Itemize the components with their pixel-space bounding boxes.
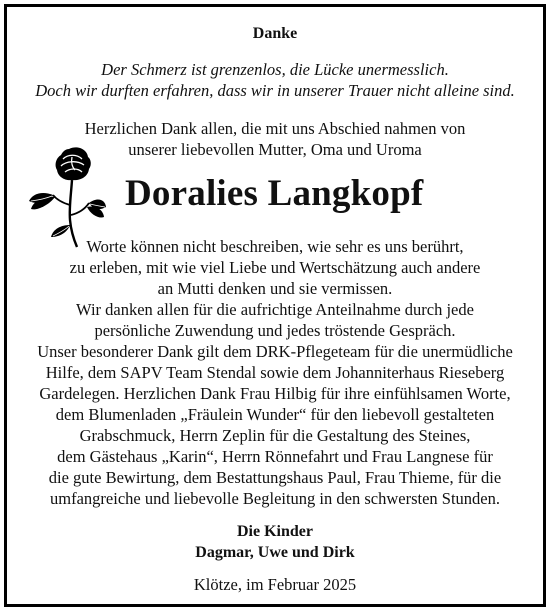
quote-line: Doch wir durften erfahren, dass wir in unserer Trauer nicht alleine sind. (35, 81, 515, 100)
body-line: dem Blumenladen „Fräulein Wunder“ für den liebevoll gestalteten (55, 405, 495, 424)
signature-block (7, 521, 543, 563)
intro-line: Herzlichen Dank allen, die mit uns Abschied nahmen von (84, 119, 466, 138)
signature-line: Dagmar, Uwe und Dirk (195, 544, 355, 561)
body-line: Gardelegen. Herzlichen Dank Frau Hilbig für ihre einfühlsamen Worte, (39, 384, 511, 403)
body-line: die gute Bewirtung, dem Bestattungshaus Paul, Frau Thieme, für die (48, 468, 502, 487)
quote-line: Der Schmerz ist grenzenlos, die Lücke unermesslich. (101, 60, 449, 79)
body-line: Grabschmuck, Herrn Zeplin für die Gestaltung des Steines, (79, 426, 471, 445)
deceased-name: Doralies Langkopf (125, 173, 424, 214)
body-line: persönliche Zuwendung und jedes tröstende Gespräch. (94, 321, 456, 340)
intro-line: unserer liebevollen Mutter, Oma und Uroma (128, 140, 422, 159)
body-line: zu erleben, mit wie viel Liebe und Wertschätzung auch andere (69, 258, 481, 277)
rose-icon (25, 145, 107, 249)
quote-block (7, 59, 543, 101)
body-line: dem Gästehaus „Karin“, Herrn Rönnefahrt und Frau Langnese für (57, 447, 493, 466)
signature-line: Die Kinder (237, 523, 313, 540)
body-line: Unser besonderer Dank gilt dem DRK-Pflegeteam für die unermüdliche (37, 342, 513, 361)
place-date: Klötze, im Februar 2025 (193, 575, 357, 594)
body-line: Wir danken allen für die aufrichtige Anteilnahme durch jede (76, 300, 474, 319)
obituary-frame (4, 4, 546, 607)
body-line: an Mutti denken und sie vermissen. (157, 279, 393, 298)
body-line: Hilfe, dem SAPV Team Stendal sowie dem Johanniterhaus Rieseberg (45, 363, 505, 382)
thanks-body (7, 236, 543, 509)
body-line: umfangreiche und liebevolle Begleitung in den schwersten Stunden. (50, 489, 500, 508)
notice-title: Danke (252, 25, 298, 42)
body-line: Worte können nicht beschreiben, wie sehr es uns berührt, (86, 237, 464, 256)
